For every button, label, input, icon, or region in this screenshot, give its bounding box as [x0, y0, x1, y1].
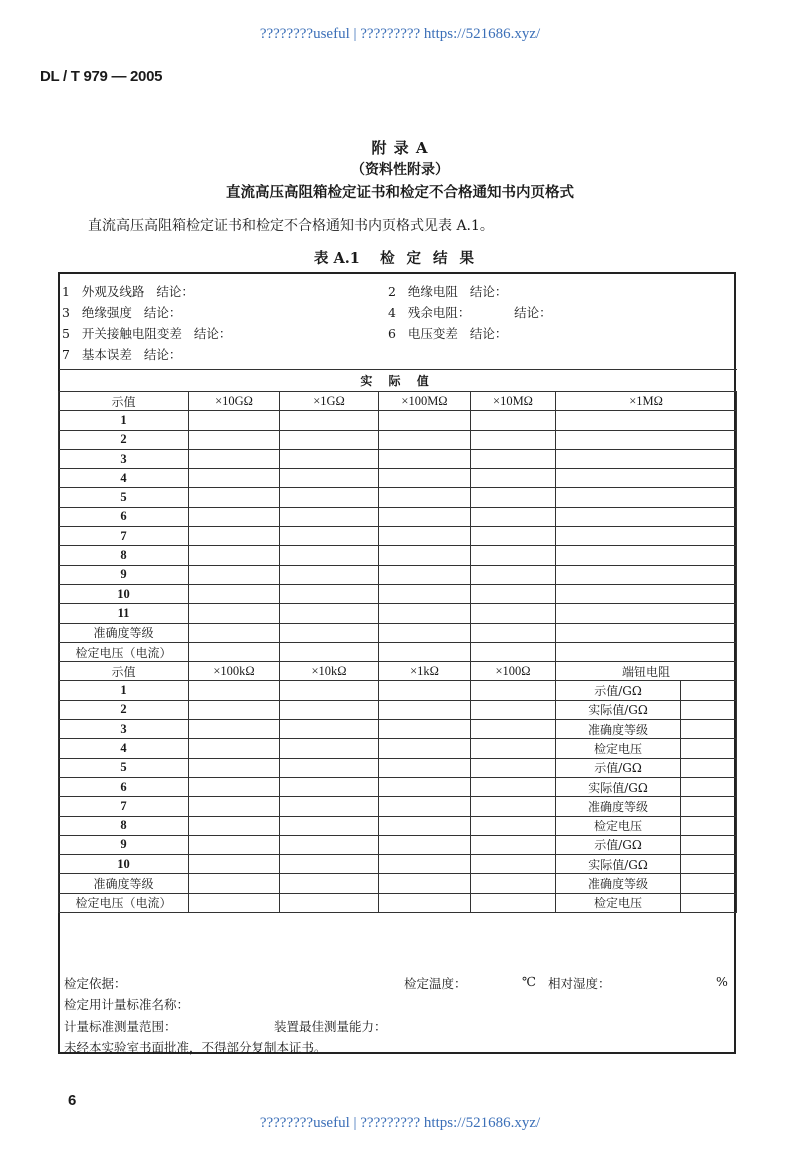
item-label: 绝缘强度 — [81, 305, 132, 320]
cell[interactable] — [280, 700, 379, 719]
row-label: 2 — [59, 430, 189, 449]
cell[interactable] — [556, 449, 737, 468]
cell[interactable] — [189, 623, 280, 642]
cell[interactable] — [379, 642, 471, 661]
terminal-label: 检定电压 — [556, 739, 681, 758]
table-row — [59, 604, 737, 623]
cell[interactable] — [379, 584, 471, 603]
standard-name-label: 检定用计量标准名称： — [64, 997, 190, 1012]
voltage-row-lower — [59, 893, 737, 912]
temperature-unit: ℃ — [522, 974, 536, 989]
row-label: 4 — [59, 739, 189, 758]
row-label: 3 — [59, 449, 189, 468]
cell[interactable] — [556, 642, 737, 661]
conclusion-item-1 — [62, 282, 194, 300]
cell[interactable] — [189, 816, 280, 835]
row-label: 检定电压（电流） — [59, 893, 189, 912]
appendix-heading: 直流高压高阻箱检定证书和检定不合格通知书内页格式 — [226, 184, 574, 201]
cell[interactable] — [189, 777, 280, 796]
row-label: 准确度等级 — [59, 874, 189, 893]
cell[interactable] — [280, 449, 379, 468]
item-label: 残余电阻： — [407, 305, 471, 320]
cell[interactable] — [379, 469, 471, 488]
cell[interactable] — [379, 604, 471, 623]
cell[interactable] — [471, 797, 556, 816]
table-row — [59, 681, 737, 700]
item-conclusion: 结论： — [469, 284, 508, 299]
terminal-label: 检定电压 — [556, 893, 681, 912]
cell[interactable] — [280, 623, 379, 642]
terminal-value[interactable] — [681, 893, 737, 912]
cell[interactable] — [379, 411, 471, 430]
terminal-value[interactable] — [681, 797, 737, 816]
item-conclusion: 结论： — [143, 305, 182, 320]
cell[interactable] — [189, 604, 280, 623]
cell[interactable] — [379, 700, 471, 719]
cell[interactable] — [189, 797, 280, 816]
cell[interactable] — [471, 681, 556, 700]
terminal-value[interactable] — [681, 855, 737, 874]
cell[interactable] — [189, 488, 280, 507]
cell[interactable] — [189, 681, 280, 700]
col-header-10g: ×10GΩ — [189, 392, 280, 411]
cell[interactable] — [556, 565, 737, 584]
terminal-label: 准确度等级 — [556, 720, 681, 739]
cell[interactable] — [379, 623, 471, 642]
cell[interactable] — [280, 430, 379, 449]
table-row — [59, 565, 737, 584]
cell[interactable] — [471, 546, 556, 565]
cell[interactable] — [471, 874, 556, 893]
cell[interactable] — [189, 720, 280, 739]
item-conclusion: 结论： — [514, 305, 552, 320]
cell[interactable] — [189, 893, 280, 912]
cell[interactable] — [379, 893, 471, 912]
table-row — [59, 469, 737, 488]
terminal-label: 准确度等级 — [556, 797, 681, 816]
table-row — [59, 584, 737, 603]
col-header-100: ×100Ω — [471, 662, 556, 681]
cell[interactable] — [471, 565, 556, 584]
basis-label: 检定依据： — [64, 976, 127, 991]
lower-header-row — [59, 662, 737, 681]
row-label: 5 — [59, 758, 189, 777]
col-header-indicated: 示值 — [59, 392, 189, 411]
cell[interactable] — [471, 893, 556, 912]
row-label: 2 — [59, 700, 189, 719]
cell[interactable] — [556, 488, 737, 507]
col-header-terminal-resistance: 端钮电阻 — [556, 662, 737, 681]
row-label: 9 — [59, 835, 189, 854]
cell[interactable] — [189, 874, 280, 893]
cell[interactable] — [189, 584, 280, 603]
row-label: 3 — [59, 720, 189, 739]
cell[interactable] — [471, 777, 556, 796]
row-label: 7 — [59, 797, 189, 816]
page-number: 6 — [68, 1092, 77, 1109]
cell[interactable] — [471, 642, 556, 661]
upper-header-row — [59, 392, 737, 411]
cell[interactable] — [379, 546, 471, 565]
cell[interactable] — [189, 411, 280, 430]
standard-code: DL / T 979 — 2005 — [40, 68, 163, 85]
terminal-value[interactable] — [681, 700, 737, 719]
cell[interactable] — [379, 739, 471, 758]
appendix-subtitle: （资料性附录） — [351, 162, 449, 178]
cell[interactable] — [471, 430, 556, 449]
cell[interactable] — [556, 430, 737, 449]
cell[interactable] — [280, 565, 379, 584]
cell[interactable] — [556, 411, 737, 430]
row-label: 6 — [59, 777, 189, 796]
cell[interactable] — [471, 449, 556, 468]
cell[interactable] — [280, 681, 379, 700]
cell[interactable] — [280, 469, 379, 488]
item-number: 7 — [62, 347, 70, 362]
col-header-1k: ×1kΩ — [379, 662, 471, 681]
col-header-indicated: 示值 — [59, 662, 189, 681]
row-label: 9 — [59, 565, 189, 584]
cell[interactable] — [556, 527, 737, 546]
row-label: 10 — [59, 855, 189, 874]
item-number: 5 — [62, 326, 70, 341]
cell[interactable] — [280, 758, 379, 777]
table-row — [59, 411, 737, 430]
col-header-10k: ×10kΩ — [280, 662, 379, 681]
cell[interactable] — [556, 546, 737, 565]
cell[interactable] — [379, 797, 471, 816]
cell[interactable] — [189, 700, 280, 719]
best-capability-label: 装置最佳测量能力： — [274, 1019, 387, 1034]
cell[interactable] — [189, 565, 280, 584]
cell[interactable] — [189, 855, 280, 874]
item-number: 6 — [388, 326, 396, 341]
humidity-label: 相对湿度： — [548, 976, 611, 991]
row-label: 1 — [59, 411, 189, 430]
table-row — [59, 700, 737, 719]
cell[interactable] — [471, 855, 556, 874]
cell[interactable] — [471, 739, 556, 758]
terminal-value[interactable] — [681, 739, 737, 758]
cell[interactable] — [189, 430, 280, 449]
terminal-label: 实际值/GΩ — [556, 855, 681, 874]
cell[interactable] — [280, 797, 379, 816]
item-conclusion: 结论： — [193, 326, 232, 341]
cell[interactable] — [471, 816, 556, 835]
col-header-10m: ×10MΩ — [471, 392, 556, 411]
cell[interactable] — [189, 739, 280, 758]
row-label: 准确度等级 — [59, 623, 189, 642]
cell[interactable] — [379, 449, 471, 468]
watermark-bottom: ????????useful | ????????? https://521686.xyz/ — [259, 1115, 541, 1131]
cell[interactable] — [189, 758, 280, 777]
terminal-value[interactable] — [681, 835, 737, 854]
cell[interactable] — [471, 411, 556, 430]
item-conclusion: 结论： — [143, 347, 182, 362]
cell[interactable] — [556, 584, 737, 603]
cell[interactable] — [280, 739, 379, 758]
copy-notice: 未经本实验室书面批准，不得部分复制本证书。 — [64, 1040, 327, 1055]
voltage-row-upper — [59, 642, 737, 661]
cell[interactable] — [280, 855, 379, 874]
cell[interactable] — [280, 411, 379, 430]
col-header-100m: ×100MΩ — [379, 392, 471, 411]
terminal-label: 示值/GΩ — [556, 758, 681, 777]
table-row — [59, 855, 737, 874]
cell[interactable] — [379, 777, 471, 796]
terminal-value[interactable] — [681, 681, 737, 700]
cell[interactable] — [471, 584, 556, 603]
table-caption — [0, 247, 800, 268]
item-number: 3 — [62, 305, 70, 320]
cell[interactable] — [280, 816, 379, 835]
conclusion-item-6 — [388, 324, 507, 342]
intro-paragraph: 直流高压高阻箱检定证书和检定不合格通知书内页格式见表 A.1。 — [88, 218, 494, 234]
cell[interactable] — [379, 527, 471, 546]
cell[interactable] — [280, 604, 379, 623]
table-row — [59, 488, 737, 507]
item-label: 电压变差 — [407, 326, 458, 341]
cell[interactable] — [556, 623, 737, 642]
cell[interactable] — [471, 469, 556, 488]
cell[interactable] — [471, 604, 556, 623]
cell[interactable] — [471, 835, 556, 854]
cell[interactable] — [280, 777, 379, 796]
table-row — [59, 816, 737, 835]
cell[interactable] — [379, 488, 471, 507]
cell[interactable] — [471, 527, 556, 546]
cell[interactable] — [280, 527, 379, 546]
row-label: 8 — [59, 546, 189, 565]
appendix-title: 附 录 A — [371, 139, 429, 157]
item-conclusion: 结论： — [156, 284, 194, 299]
cell[interactable] — [471, 700, 556, 719]
cell[interactable] — [280, 893, 379, 912]
terminal-label: 准确度等级 — [556, 874, 681, 893]
row-label: 8 — [59, 816, 189, 835]
table-row — [59, 507, 737, 526]
row-label: 检定电压（电流） — [59, 642, 189, 661]
actual-value-header-row — [59, 370, 737, 392]
item-label: 外观及线路 — [81, 284, 145, 299]
cell[interactable] — [471, 507, 556, 526]
cell[interactable] — [379, 816, 471, 835]
cell[interactable] — [280, 584, 379, 603]
conclusion-item-5 — [62, 324, 231, 342]
table-row — [59, 430, 737, 449]
col-header-1g: ×1GΩ — [280, 392, 379, 411]
conclusion-item-4 — [388, 303, 552, 321]
terminal-value[interactable] — [681, 720, 737, 739]
table-caption-title: 检定结果 — [380, 250, 487, 267]
row-label: 7 — [59, 527, 189, 546]
cell[interactable] — [379, 855, 471, 874]
terminal-label: 示值/GΩ — [556, 835, 681, 854]
accuracy-row-lower — [59, 874, 737, 893]
cell[interactable] — [189, 546, 280, 565]
table-row — [59, 739, 737, 758]
terminal-value[interactable] — [681, 874, 737, 893]
row-label: 6 — [59, 507, 189, 526]
cell[interactable] — [280, 720, 379, 739]
row-label: 1 — [59, 681, 189, 700]
conclusion-item-3 — [62, 303, 181, 321]
cell[interactable] — [471, 623, 556, 642]
item-number: 2 — [388, 284, 396, 299]
cell[interactable] — [280, 488, 379, 507]
table-row — [59, 777, 737, 796]
cell[interactable] — [556, 469, 737, 488]
conclusion-item-2 — [388, 282, 507, 300]
cell[interactable] — [189, 469, 280, 488]
col-header-1m: ×1MΩ — [556, 392, 737, 411]
row-label: 4 — [59, 469, 189, 488]
terminal-value[interactable] — [681, 816, 737, 835]
table-row — [59, 546, 737, 565]
cell[interactable] — [471, 488, 556, 507]
cell[interactable] — [379, 681, 471, 700]
cell[interactable] — [280, 546, 379, 565]
cell[interactable] — [280, 874, 379, 893]
table-row — [59, 720, 737, 739]
temperature-label: 检定温度： — [404, 976, 467, 991]
item-label: 绝缘电阻 — [407, 284, 458, 299]
actual-value-header: 实 际 值 — [59, 370, 737, 392]
item-conclusion: 结论： — [469, 326, 508, 341]
item-label: 基本误差 — [81, 347, 132, 362]
terminal-label: 实际值/GΩ — [556, 777, 681, 796]
cell[interactable] — [189, 507, 280, 526]
row-label: 5 — [59, 488, 189, 507]
cell[interactable] — [379, 430, 471, 449]
cell[interactable] — [280, 835, 379, 854]
cell[interactable] — [189, 449, 280, 468]
table-row — [59, 527, 737, 546]
col-header-100k: ×100kΩ — [189, 662, 280, 681]
terminal-label: 实际值/GΩ — [556, 700, 681, 719]
table-caption-prefix: 表 A.1 — [313, 250, 360, 267]
cell[interactable] — [189, 642, 280, 661]
cell[interactable] — [379, 720, 471, 739]
cell[interactable] — [379, 507, 471, 526]
cell[interactable] — [556, 604, 737, 623]
cell[interactable] — [189, 835, 280, 854]
cell[interactable] — [280, 642, 379, 661]
item-number: 1 — [62, 284, 70, 299]
cell[interactable] — [189, 527, 280, 546]
item-label: 开关接触电阻变差 — [81, 326, 182, 341]
cell[interactable] — [379, 874, 471, 893]
results-grid — [58, 369, 737, 913]
watermark-top: ????????useful | ????????? https://521686.xyz/ — [259, 26, 541, 42]
cell[interactable] — [379, 758, 471, 777]
row-label: 10 — [59, 584, 189, 603]
accuracy-row-upper — [59, 623, 737, 642]
terminal-value[interactable] — [681, 777, 737, 796]
row-label: 11 — [59, 604, 189, 623]
table-row — [59, 758, 737, 777]
cell[interactable] — [379, 565, 471, 584]
humidity-unit: % — [716, 974, 728, 989]
terminal-label: 示值/GΩ — [556, 681, 681, 700]
cell[interactable] — [556, 507, 737, 526]
measure-range-label: 计量标准测量范围： — [64, 1019, 177, 1034]
table-row — [59, 797, 737, 816]
table-row — [59, 835, 737, 854]
conclusion-item-7 — [62, 345, 181, 363]
cell[interactable] — [471, 720, 556, 739]
terminal-value[interactable] — [681, 758, 737, 777]
terminal-label: 检定电压 — [556, 816, 681, 835]
table-row — [59, 449, 737, 468]
item-number: 4 — [388, 305, 396, 320]
cell[interactable] — [471, 758, 556, 777]
cell[interactable] — [280, 507, 379, 526]
cell[interactable] — [379, 835, 471, 854]
